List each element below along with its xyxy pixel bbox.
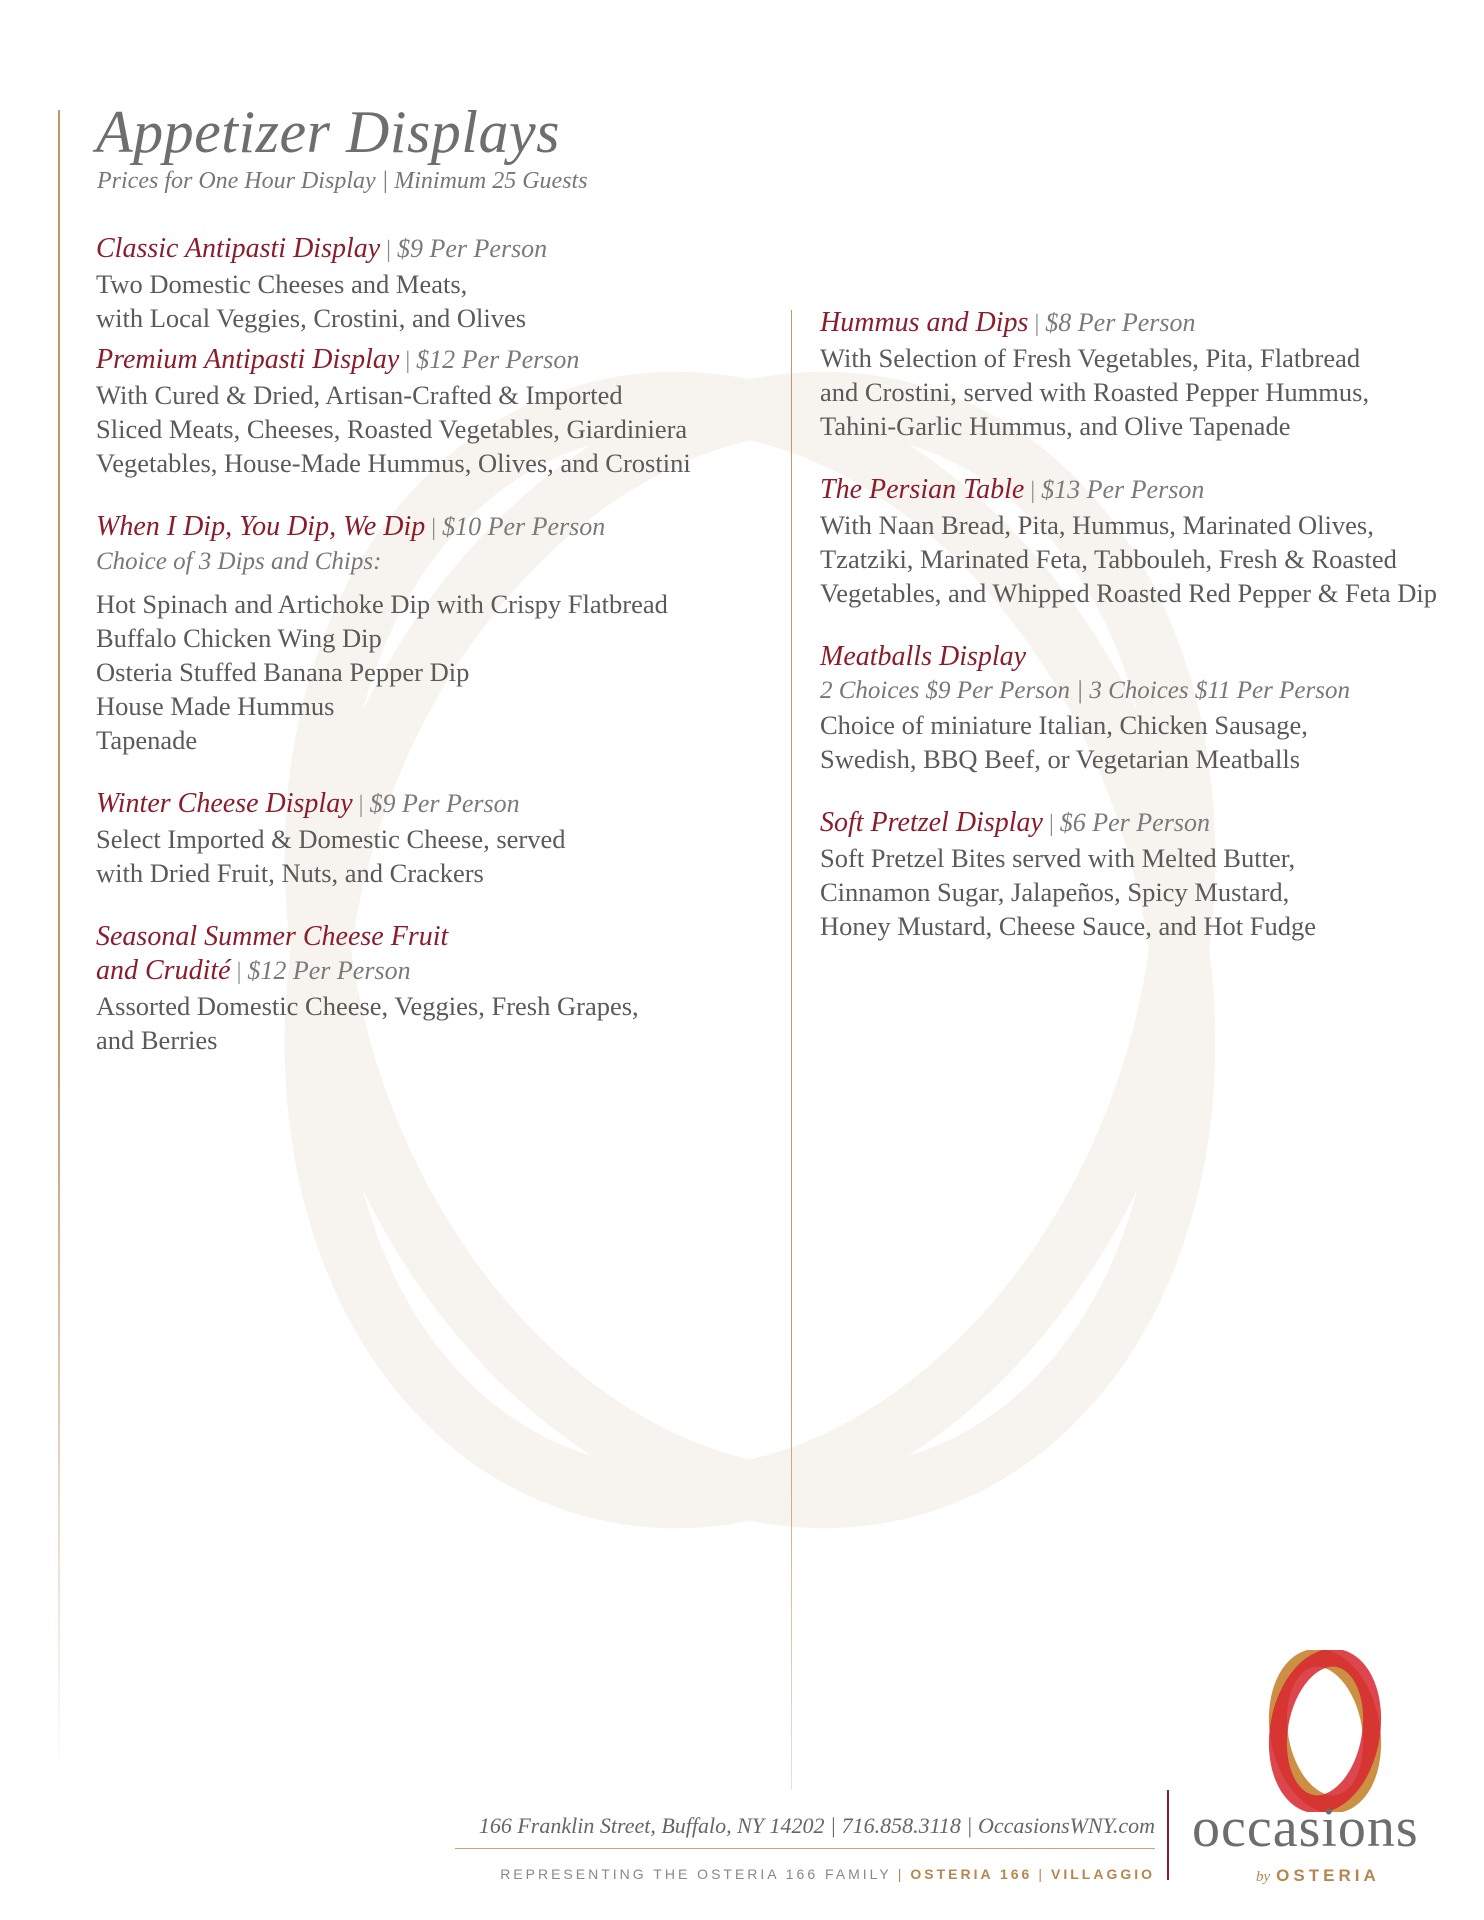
occasions-logo-icon: [1262, 1650, 1388, 1812]
desc-line: Tahini-Garlic Hummus, and Olive Tapenade: [820, 411, 1291, 441]
menu-item-summer-cheese: [96, 920, 776, 1057]
footer-address: 166 Franklin Street, Buffalo, NY 14202 | 716.858.3118 | OccasionsWNY.com: [478, 1813, 1155, 1838]
desc-line: With Cured & Dried, Artisan-Crafted & Imported: [96, 380, 623, 410]
item-price: $8 Per Person: [1045, 308, 1196, 337]
separator: |: [1038, 1866, 1045, 1882]
desc-line: Choice of miniature Italian, Chicken Sausage,: [820, 710, 1308, 740]
item-name: Seasonal Summer Cheese Fruit: [96, 921, 449, 952]
desc-line: Vegetables, and Whipped Roasted Red Pepper & Feta Dip: [820, 578, 1437, 608]
column-divider: [791, 310, 792, 1790]
menu-item-premium-antipasti: [96, 343, 776, 480]
desc-line: with Dried Fruit, Nuts, and Crackers: [96, 858, 484, 888]
item-name: Classic Antipasti Display: [96, 233, 381, 264]
brand-villaggio: VILLAGGIO: [1051, 1866, 1155, 1882]
list-item: Buffalo Chicken Wing Dip: [96, 623, 382, 653]
logo-by: by: [1256, 1869, 1271, 1885]
logo-byline: [1256, 1866, 1380, 1886]
menu-item-persian-table: [820, 473, 1460, 610]
item-description: [96, 822, 776, 890]
item-price: $9 Per Person: [396, 234, 548, 263]
left-column: [96, 232, 776, 1057]
left-rule: [58, 110, 60, 1780]
dip-choices-list: [96, 587, 776, 757]
desc-line: With Naan Bread, Pita, Hummus, Marinated Olives,: [820, 510, 1374, 540]
item-description: [96, 378, 776, 480]
list-item: Hot Spinach and Artichoke Dip with Crispy Flatbread: [96, 589, 668, 619]
representing-text: REPRESENTING THE OSTERIA 166 FAMILY: [500, 1866, 892, 1882]
separator: |: [236, 959, 242, 985]
item-name: Winter Cheese Display: [96, 788, 353, 819]
menu-item-classic-antipasti: [96, 232, 776, 335]
desc-line: Two Domestic Cheeses and Meats,: [96, 269, 468, 299]
item-name: When I Dip, You Dip, We Dip: [96, 511, 426, 542]
page-subtitle: Prices for One Hour Display | Minimum 25 Guests: [97, 168, 588, 194]
list-item: Tapenade: [96, 725, 198, 755]
item-price: $12 Per Person: [416, 345, 580, 374]
item-name: Premium Antipasti Display: [96, 344, 400, 375]
item-price: $12 Per Person: [247, 956, 411, 985]
desc-line: and Berries: [96, 1025, 218, 1055]
right-column: [820, 306, 1460, 943]
item-description: [96, 989, 776, 1057]
desc-line: with Local Veggies, Crostini, and Olives: [96, 303, 527, 333]
separator: |: [1030, 478, 1036, 504]
list-item: House Made Hummus: [96, 691, 335, 721]
item-description: [820, 341, 1460, 443]
desc-line: and Crostini, served with Roasted Pepper Hummus,: [820, 377, 1370, 407]
separator: |: [386, 237, 391, 263]
list-item: Osteria Stuffed Banana Pepper Dip: [96, 657, 470, 687]
desc-line: Cinnamon Sugar, Jalapeños, Spicy Mustard,: [820, 877, 1290, 907]
menu-item-meatballs: [820, 640, 1460, 776]
logo-osteria: OSTERIA: [1276, 1866, 1380, 1885]
separator: |: [1034, 311, 1040, 337]
item-subheading: 2 Choices $9 Per Person | 3 Choices $11 Per Person: [820, 677, 1350, 704]
desc-line: Assorted Domestic Cheese, Veggies, Fresh Grapes,: [96, 991, 639, 1021]
footer-vertical-divider: [1167, 1790, 1169, 1880]
separator: |: [431, 515, 437, 541]
brand-osteria-166: OSTERIA 166: [910, 1866, 1033, 1882]
logo-wordmark: occasions: [1192, 1797, 1419, 1859]
separator: |: [358, 792, 364, 818]
item-description: [96, 267, 776, 335]
item-description: [820, 841, 1460, 943]
page-title: Appetizer Displays: [96, 99, 560, 165]
separator: |: [1048, 811, 1054, 837]
footer-representing: [500, 1866, 1155, 1882]
item-description: [820, 508, 1460, 610]
menu-item-winter-cheese: [96, 787, 776, 890]
item-name-continued: and Crudité: [96, 955, 231, 986]
item-name: Soft Pretzel Display: [820, 807, 1043, 838]
desc-line: Tzatziki, Marinated Feta, Tabbouleh, Fresh & Roasted: [820, 544, 1397, 574]
menu-item-soft-pretzel: [820, 806, 1460, 943]
item-name: The Persian Table: [820, 474, 1025, 505]
desc-line: Sliced Meats, Cheeses, Roasted Vegetables, Giardiniera: [96, 414, 688, 444]
desc-line: With Selection of Fresh Vegetables, Pita, Flatbread: [820, 343, 1361, 373]
menu-item-hummus: [820, 306, 1460, 443]
menu-item-dip: [96, 510, 776, 757]
desc-line: Swedish, BBQ Beef, or Vegetarian Meatballs: [820, 744, 1301, 774]
desc-line: Select Imported & Domestic Cheese, served: [96, 824, 566, 854]
item-name: Hummus and Dips: [820, 307, 1029, 338]
separator: |: [897, 1866, 905, 1882]
item-price: $13 Per Person: [1041, 475, 1205, 504]
item-price: $10 Per Person: [442, 512, 606, 541]
desc-line: Vegetables, House-Made Hummus, Olives, and Crostini: [96, 448, 691, 478]
desc-line: Soft Pretzel Bites served with Melted Butter,: [820, 843, 1296, 873]
separator: |: [405, 348, 411, 374]
item-subheading: Choice of 3 Dips and Chips:: [96, 548, 382, 575]
item-price: $6 Per Person: [1059, 808, 1210, 837]
item-price: $9 Per Person: [369, 789, 520, 818]
item-description: [820, 708, 1460, 776]
item-name: Meatballs Display: [820, 641, 1027, 672]
desc-line: Honey Mustard, Cheese Sauce, and Hot Fudge: [820, 911, 1317, 941]
footer-divider: [455, 1848, 1155, 1849]
